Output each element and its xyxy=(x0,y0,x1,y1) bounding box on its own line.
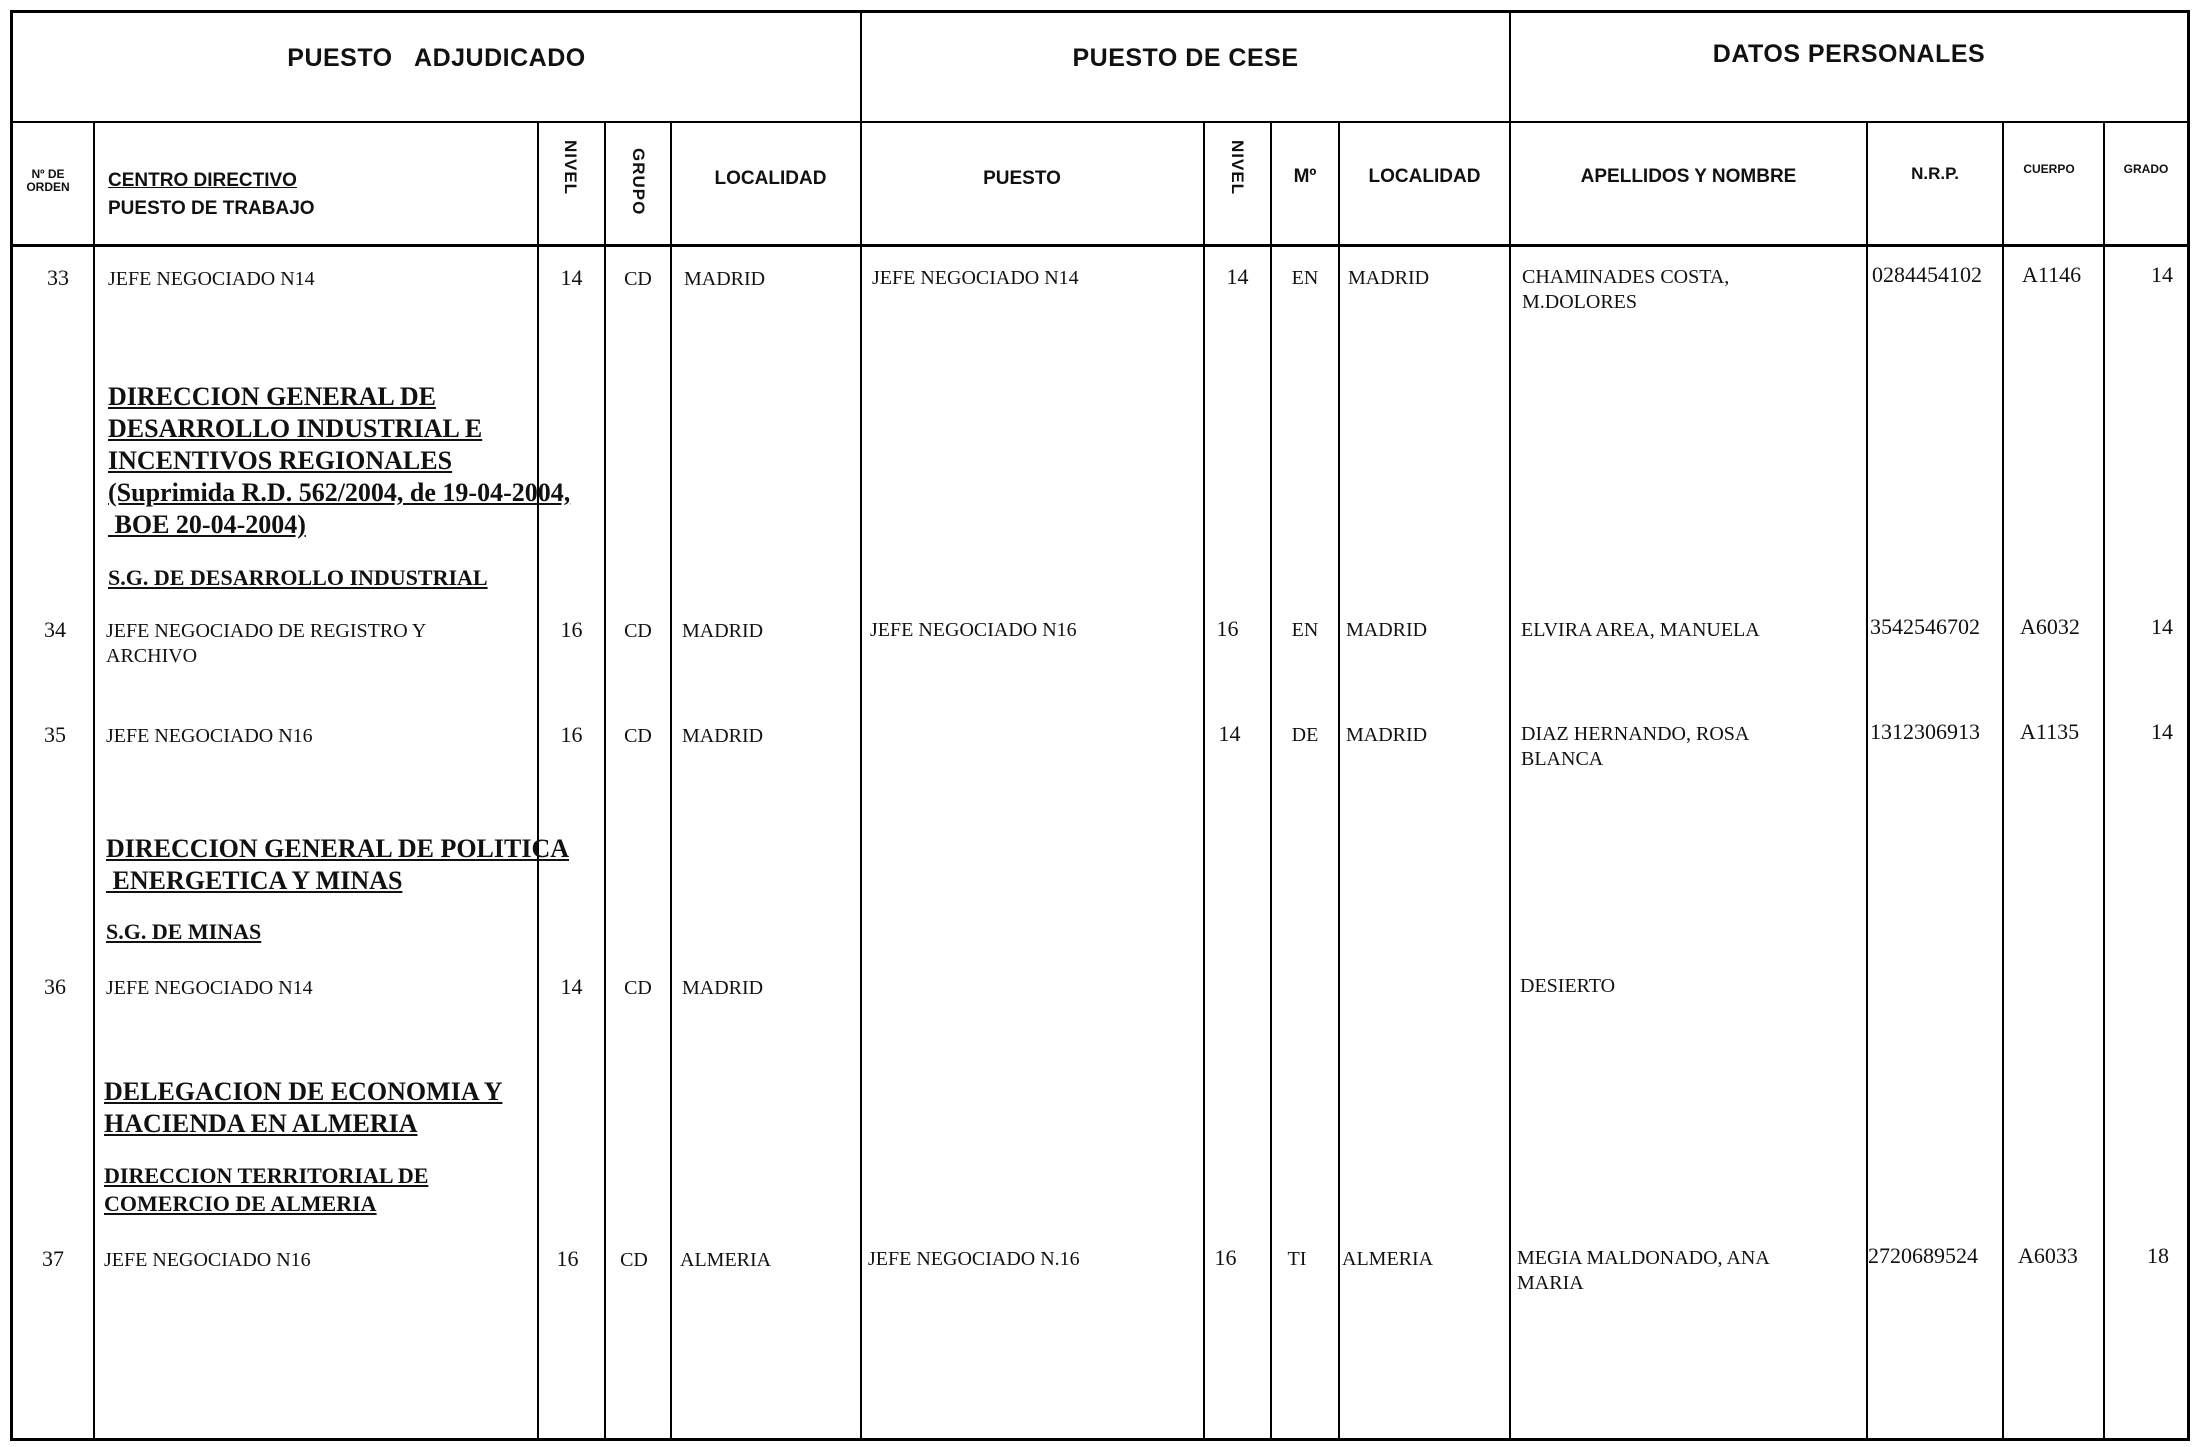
col-header-nivel-cese: NIVEL xyxy=(1228,140,1247,196)
col-divider xyxy=(537,122,539,1440)
frame-top xyxy=(10,10,2190,13)
row-35-nivel: 16 xyxy=(560,722,583,747)
col-header-grupo: GRUPO xyxy=(629,148,648,216)
section-title-cese: PUESTO DE CESE xyxy=(1072,44,1299,72)
row-33-orden: 33 xyxy=(47,265,69,290)
row-37-puesto-trabajo: JEFE NEGOCIADO N16 xyxy=(104,1249,311,1271)
subdireccion-heading-desarrollo-industrial: S.G. DE DESARROLLO INDUSTRIAL xyxy=(108,565,488,590)
row-35-grupo: CD xyxy=(624,725,652,747)
row-34-nrp: 3542546702 xyxy=(1870,614,1980,639)
row-35-nombre: DIAZ HERNANDO, ROSA BLANCA xyxy=(1521,723,1749,770)
row-35-grado: 14 xyxy=(2151,719,2173,744)
row-33-nombre: CHAMINADES COSTA, M.DOLORES xyxy=(1522,266,1730,313)
row-34-puesto-cese: JEFE NEGOCIADO N16 xyxy=(870,619,1077,641)
row-36-nivel: 14 xyxy=(560,974,583,999)
col-header-nrp: N.R.P. xyxy=(1911,164,1959,183)
row-34-nivel-cese: 16 xyxy=(1216,616,1239,641)
row-33-localidad: MADRID xyxy=(684,268,766,290)
section-divider-2 xyxy=(1509,10,1511,1441)
col-header-orden: Nº DE ORDEN xyxy=(26,167,70,194)
row-35-m: DE xyxy=(1291,724,1319,746)
row-35-orden: 35 xyxy=(44,722,66,747)
section-title-adjudicado: PUESTO ADJUDICADO xyxy=(287,44,586,72)
row-37-grupo: CD xyxy=(620,1249,648,1271)
row-37-nivel: 16 xyxy=(556,1246,579,1271)
row-35-puesto-trabajo: JEFE NEGOCIADO N16 xyxy=(106,725,313,747)
row-34-m: EN xyxy=(1291,619,1319,641)
row-34-nivel: 16 xyxy=(560,617,583,642)
row-33-nrp: 0284454102 xyxy=(1872,262,1982,287)
row-33-localidad-cese: MADRID xyxy=(1348,267,1430,289)
col-header-nivel: NIVEL xyxy=(561,140,580,196)
frame-right xyxy=(2187,10,2190,1441)
row-37-puesto-cese: JEFE NEGOCIADO N.16 xyxy=(868,1248,1080,1270)
row-36-orden: 36 xyxy=(44,974,66,999)
row-34-puesto-trabajo: JEFE NEGOCIADO DE REGISTRO Y ARCHIVO xyxy=(106,620,426,667)
row-34-localidad: MADRID xyxy=(682,620,764,642)
frame-bottom xyxy=(10,1438,2190,1441)
subdireccion-heading-comercio-almeria: DIRECCION TERRITORIAL DE COMERCIO DE ALMERIA xyxy=(104,1163,429,1216)
row-36-grupo: CD xyxy=(624,977,652,999)
col-divider xyxy=(604,122,606,1440)
row-37-orden: 37 xyxy=(42,1246,64,1271)
header-rule-1 xyxy=(10,121,2190,123)
col-header-apellidos: APELLIDOS Y NOMBRE xyxy=(1580,166,1797,187)
col-divider xyxy=(1203,122,1205,1440)
frame-left xyxy=(10,10,13,1441)
row-34-cuerpo: A6032 xyxy=(2020,614,2080,639)
col-divider xyxy=(93,122,95,1440)
row-34-localidad-cese: MADRID xyxy=(1346,619,1428,641)
centro-heading-politica-energetica: DIRECCION GENERAL DE POLITICA ENERGETICA Y MINAS xyxy=(106,834,570,895)
centro-heading-delegacion-almeria: DELEGACION DE ECONOMIA Y HACIENDA EN ALMERIA xyxy=(104,1077,503,1138)
row-37-localidad: ALMERIA xyxy=(680,1249,772,1271)
row-34-grado: 14 xyxy=(2151,614,2173,639)
row-37-localidad-cese: ALMERIA xyxy=(1342,1248,1434,1270)
row-36-nombre: DESIERTO xyxy=(1520,975,1616,997)
header-rule-2 xyxy=(10,244,2190,247)
row-33-nivel: 14 xyxy=(560,265,583,290)
col-header-cuerpo: CUERPO xyxy=(2023,162,2075,176)
row-37-m: TI xyxy=(1287,1248,1307,1270)
row-33-cuerpo: A1146 xyxy=(2022,262,2082,287)
col-header-puesto: PUESTO xyxy=(983,168,1061,189)
row-33-puesto-cese: JEFE NEGOCIADO N14 xyxy=(872,267,1079,289)
row-35-nivel-cese: 14 xyxy=(1218,721,1241,746)
row-33-puesto-trabajo: JEFE NEGOCIADO N14 xyxy=(108,268,315,290)
row-36-puesto-trabajo: JEFE NEGOCIADO N14 xyxy=(106,977,313,999)
col-header-localidad: LOCALIDAD xyxy=(714,168,827,189)
row-35-nrp: 1312306913 xyxy=(1870,719,1980,744)
row-34-nombre: ELVIRA AREA, MANUELA xyxy=(1521,619,1760,641)
row-34-grupo: CD xyxy=(624,620,652,642)
row-33-grupo: CD xyxy=(624,268,652,290)
col-header-m: Mº xyxy=(1293,166,1317,187)
row-37-nivel-cese: 16 xyxy=(1214,1245,1237,1270)
row-35-localidad-cese: MADRID xyxy=(1346,724,1428,746)
col-divider xyxy=(1270,122,1272,1440)
col-divider xyxy=(670,122,672,1440)
row-34-orden: 34 xyxy=(44,617,66,642)
row-33-nivel-cese: 14 xyxy=(1226,264,1249,289)
row-33-grado: 14 xyxy=(2151,262,2173,287)
col-divider xyxy=(1338,122,1340,1440)
section-divider-1 xyxy=(860,10,862,1441)
row-37-nombre: MEGIA MALDONADO, ANA MARIA xyxy=(1517,1247,1769,1294)
row-35-cuerpo: A1135 xyxy=(2020,719,2080,744)
row-36-localidad: MADRID xyxy=(682,977,764,999)
row-37-cuerpo: A6033 xyxy=(2018,1243,2078,1268)
subdireccion-heading-minas: S.G. DE MINAS xyxy=(106,919,262,944)
section-title-personales: DATOS PERSONALES xyxy=(1712,40,1986,68)
row-33-m: EN xyxy=(1291,267,1319,289)
col-header-localidad-cese: LOCALIDAD xyxy=(1368,166,1481,187)
row-37-grado: 18 xyxy=(2147,1243,2169,1268)
row-35-localidad: MADRID xyxy=(682,725,764,747)
col-header-puesto-trabajo: PUESTO DE TRABAJO xyxy=(108,198,315,219)
col-header-centro-directivo: CENTRO DIRECTIVO xyxy=(108,170,297,191)
centro-heading-desarrollo-industrial: DIRECCION GENERAL DE DESARROLLO INDUSTRIAL E INCENTIVOS REGIONALES (Suprimida R.D. 562/2004, de 19-04-2004, BOE 20-04-2004) xyxy=(108,382,571,539)
col-divider xyxy=(2002,122,2004,1440)
row-37-nrp: 2720689524 xyxy=(1868,1243,1978,1268)
col-header-grado: GRADO xyxy=(2123,162,2169,176)
